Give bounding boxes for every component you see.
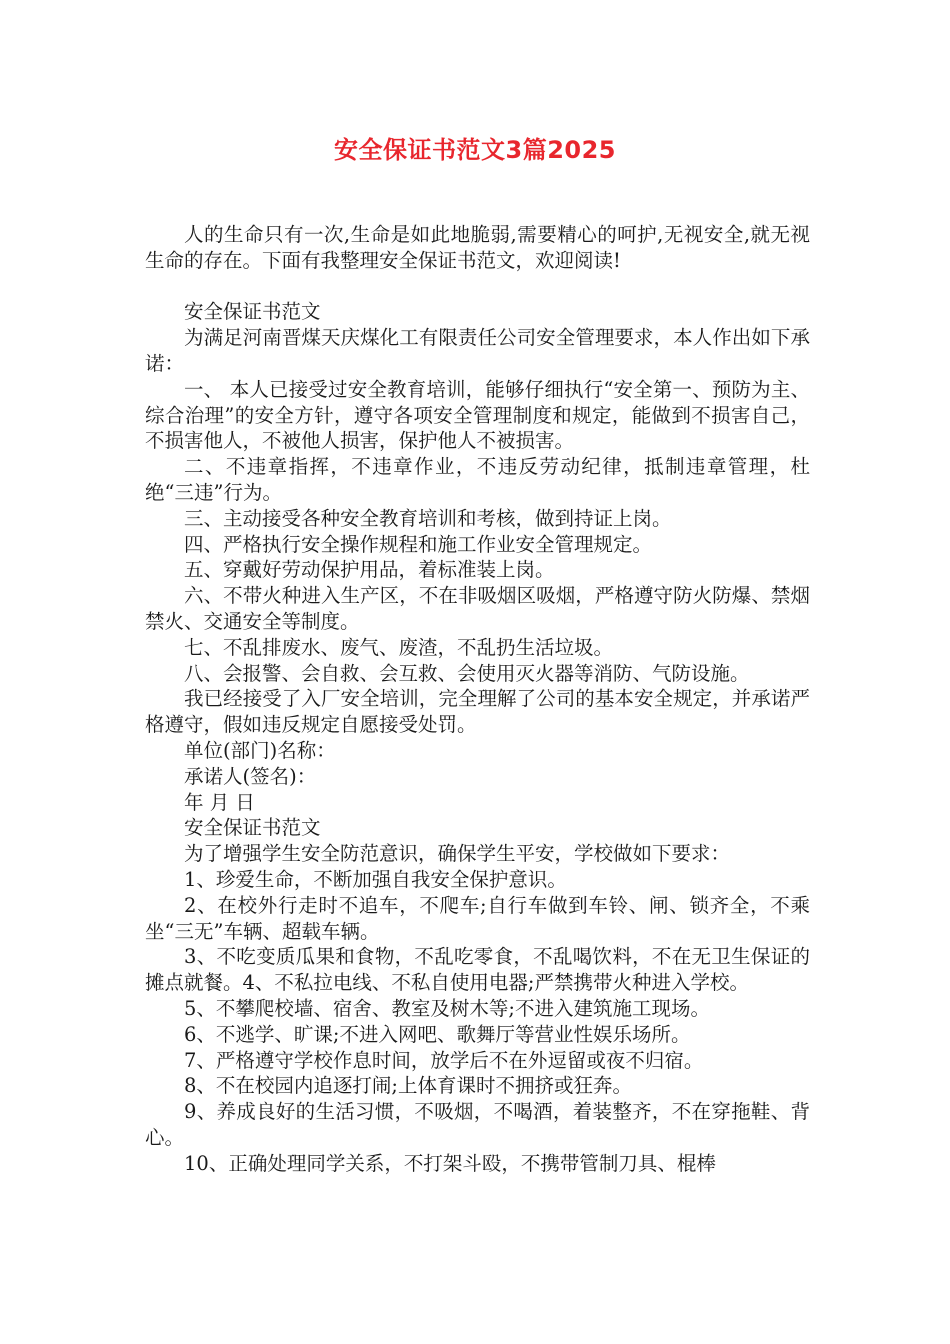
pledge-item-1: 一、 本人已接受过安全教育培训，能够仔细执行“安全第一、预防为主、综合治理”的安全方针，遵守各项安全管理制度和规定，能做到不损害自己，不损害他人，不被他人损害，保护他人不被损害。 <box>145 377 810 453</box>
section-heading: 安全保证书范文 <box>184 816 321 840</box>
pledge-item-6: 六、不带火种进入生产区，不在非吸烟区吸烟，严格遵守防火防爆、禁烟禁火、交通安全等制度。 <box>145 584 810 633</box>
section-heading: 安全保证书范文 <box>184 300 321 324</box>
pledge-intro: 为满足河南晋煤天庆煤化工有限责任公司安全管理要求，本人作出如下承诺： <box>145 326 810 375</box>
pledge-item-4: 四、严格执行安全操作规程和施工作业安全管理规定。 <box>184 532 653 556</box>
school-rule-6: 6、不逃学、旷课;不进入网吧、歌舞厅等营业性娱乐场所。 <box>184 1022 691 1046</box>
school-rule-8: 8、不在校园内追逐打闹;上体育课时不拥挤或狂奔。 <box>184 1074 632 1098</box>
intro-paragraph: 人的生命只有一次,生命是如此地脆弱,需要精心的呵护,无视安全,就无视生命的存在。下面有我整理安全保证书范文，欢迎阅读! <box>145 223 810 272</box>
pledge-item-5: 五、穿戴好劳动保护用品，着标准装上岗。 <box>184 558 555 582</box>
school-rule-5: 5、不攀爬校墙、宿舍、教室及树木等;不进入建筑施工现场。 <box>184 996 710 1020</box>
school-rule-7: 7、严格遵守学校作息时间，放学后不在外逗留或夜不归宿。 <box>184 1048 704 1072</box>
pledge-statement: 我已经接受了入厂安全培训，完全理解了公司的基本安全规定，并承诺严格遵守，假如违反规定自愿接受处罚。 <box>145 687 810 737</box>
date-line: 年 月 日 <box>184 790 255 814</box>
department-name-line: 单位(部门)名称： <box>184 738 336 762</box>
school-rule-1: 1、珍爱生命，不断加强自我安全保护意识。 <box>184 867 567 891</box>
school-intro: 为了增强学生安全防范意识，确保学生平安，学校做如下要求： <box>184 842 731 866</box>
school-rule-3-4: 3、不吃变质瓜果和食物，不乱吃零食，不乱喝饮料，不在无卫生保证的摊点就餐。4、不私拉电线、不私自使用电器;严禁携带火种进入学校。 <box>145 945 810 995</box>
school-rule-2: 2、在校外行走时不追车，不爬车;自行车做到车铃、闸、锁齐全，不乘坐“三无”车辆、超载车辆。 <box>145 893 810 943</box>
pledge-item-2: 二、不违章指挥，不违章作业，不违反劳动纪律，抵制违章管理，杜绝“三违”行为。 <box>145 455 810 504</box>
pledge-item-8: 八、会报警、会自救、会互救、会使用灭火器等消防、气防设施。 <box>184 661 750 685</box>
school-rule-10: 10、正确处理同学关系，不打架斗殴，不携带管制刀具、棍棒 <box>184 1151 716 1175</box>
document-body <box>145 222 810 1176</box>
paragraph-gap <box>145 274 810 300</box>
pledge-item-7: 七、不乱排废水、废气、废渣，不乱扔生活垃圾。 <box>184 635 614 659</box>
school-rule-9: 9、养成良好的生活习惯，不吸烟，不喝酒，着装整齐，不在穿拖鞋、背心。 <box>145 1100 810 1149</box>
pledge-item-3: 三、主动接受各种安全教育培训和考核，做到持证上岗。 <box>184 506 672 530</box>
page-title: 安全保证书范文3篇2025 <box>334 136 616 164</box>
signature-line: 承诺人(签名)： <box>184 764 317 788</box>
